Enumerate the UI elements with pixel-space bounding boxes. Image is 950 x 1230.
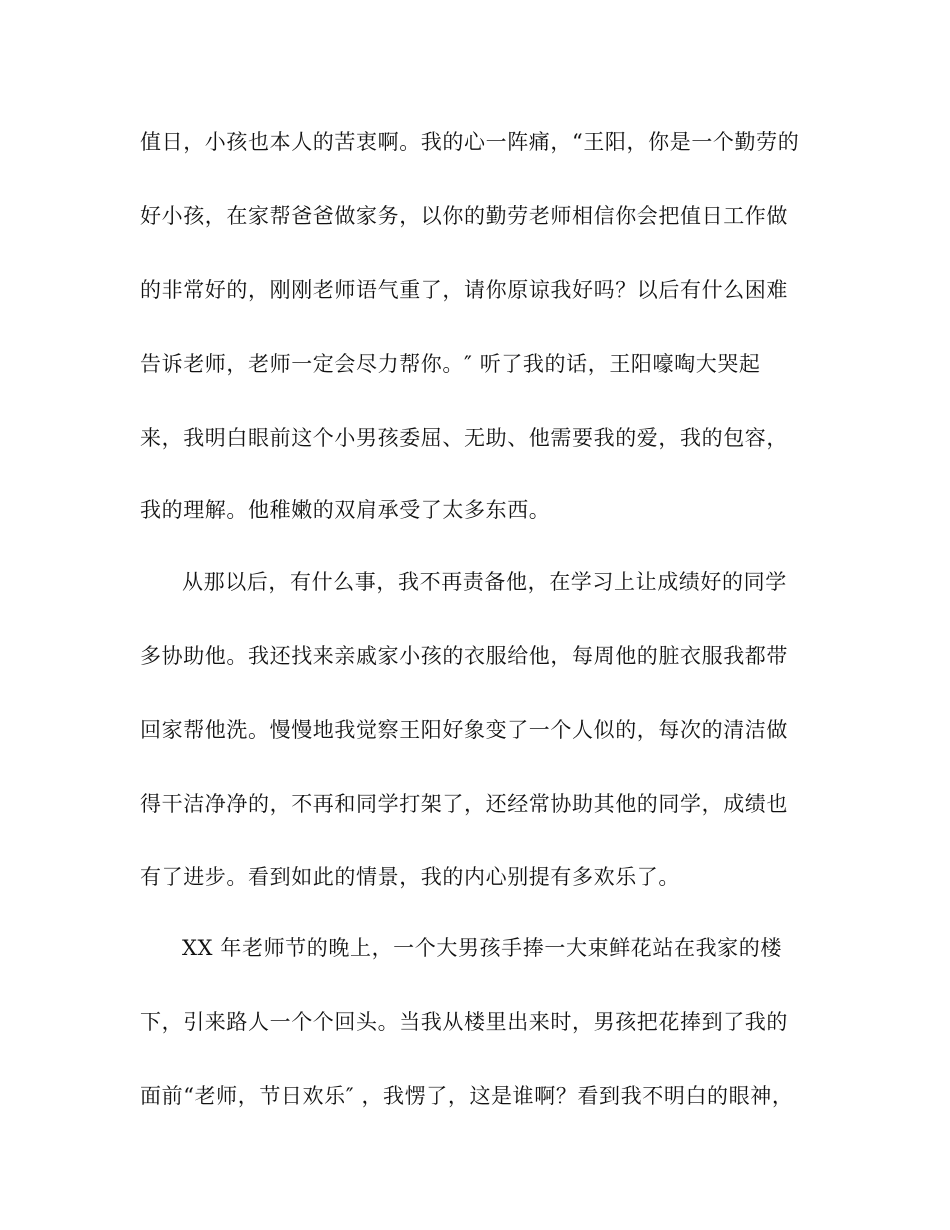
text-line: 告诉老师，老师一定会尽力帮你。″ 听了我的话，王阳嚎啕大哭起 xyxy=(140,352,761,376)
text-line: 回家帮他洗。慢慢地我觉察王阳好象变了一个人似的，每次的清洁做 xyxy=(140,718,788,742)
text-line: 面前“老师，节日欢乐″ ，我愣了，这是谁啊？看到我不明白的眼神， xyxy=(140,1084,794,1108)
text-line: 的非常好的，刚刚老师语气重了，请你原谅我好吗？以后有什么困难 xyxy=(140,278,788,302)
text-line: 得干洁净净的，不再和同学打架了，还经常协助其他的同学，成绩也 xyxy=(140,792,788,816)
text-line: 下，引来路人一个个回头。当我从楼里出来时，男孩把花捧到了我的 xyxy=(140,1010,788,1034)
text-line: 来，我明白眼前这个小男孩委屈、无助、他需要我的爱，我的包容， xyxy=(140,426,788,450)
text-line: 多协助他。我还找来亲戚家小孩的衣服给他，每周他的脏衣服我都带 xyxy=(140,644,788,668)
text-line: 值日，小孩也本人的苦衷啊。我的心一阵痛，“王阳，你是一个勤劳的 xyxy=(140,130,800,154)
paragraph-first-line: 从那以后，有什么事，我不再责备他，在学习上让成绩好的同学 xyxy=(182,570,787,594)
text-line: 有了进步。看到如此的情景，我的内心别提有多欢乐了。 xyxy=(140,865,680,889)
paragraph-first-line: XX 年老师节的晚上，一个大男孩手捧一大束鲜花站在我家的楼 xyxy=(182,936,782,960)
text-line: 我的理解。他稚嫩的双肩承受了太多东西。 xyxy=(140,498,551,522)
text-line: 好小孩，在家帮爸爸做家务，以你的勤劳老师相信你会把值日工作做 xyxy=(140,204,788,228)
